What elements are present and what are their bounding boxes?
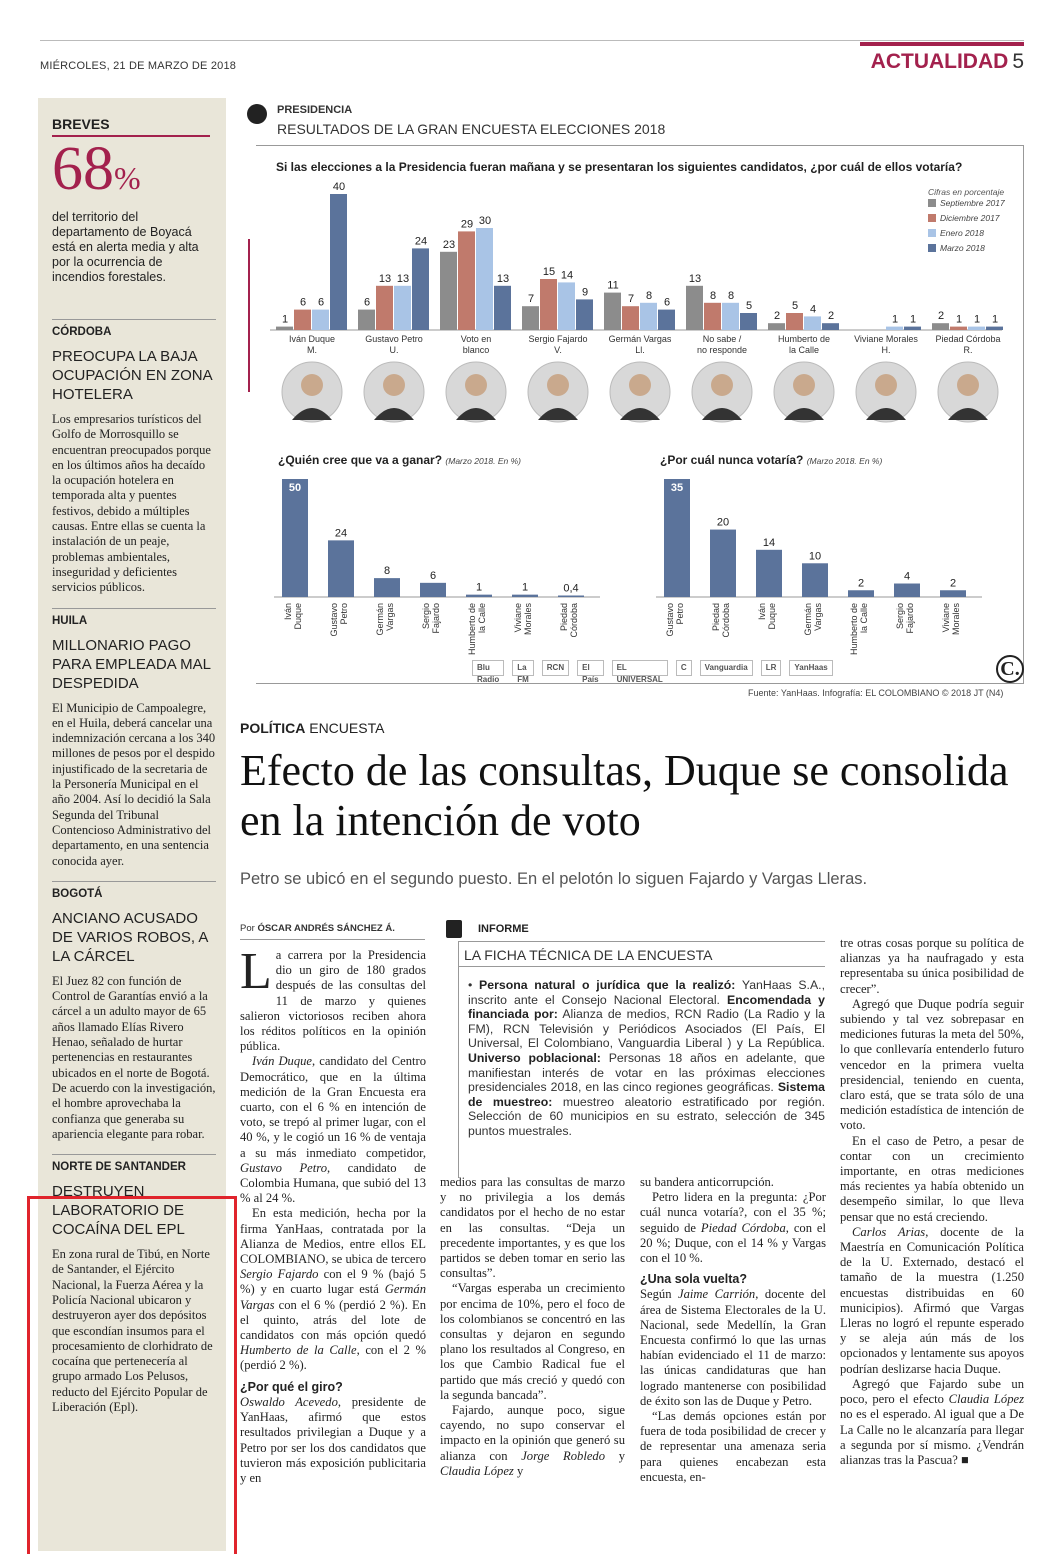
bar-value-label: 15 <box>542 266 556 278</box>
bar <box>740 313 757 330</box>
byline <box>240 923 395 934</box>
bar-value-label: 2 <box>949 577 957 590</box>
legend-label: Diciembre 2017 <box>940 213 1000 223</box>
stat-rule <box>248 239 250 392</box>
category-label: Fajardo <box>905 603 915 634</box>
bar <box>376 286 393 330</box>
category-label: Gustavo <box>329 603 339 637</box>
bar <box>412 248 429 330</box>
bar <box>894 584 920 597</box>
bar-value-label: 50 <box>288 482 302 494</box>
el-colombiano-logo: C. <box>996 655 1024 683</box>
bar <box>822 323 839 330</box>
bar <box>686 286 703 330</box>
category-label: M. <box>307 345 317 355</box>
category-label: Viviane <box>941 603 951 633</box>
bar <box>722 303 739 330</box>
category-label: la Calle <box>859 603 869 634</box>
region-label: CÓRDOBA <box>52 319 216 338</box>
bar-value-label: 6 <box>299 296 307 309</box>
category-label: Piedad <box>711 603 721 632</box>
bar-value-label: 1 <box>973 313 981 326</box>
brief-headline: DESTRUYEN LABORATORIO DE COCAÍNA DEL EPL <box>52 1183 185 1239</box>
bar-value-label: 9 <box>581 286 589 299</box>
category-label: Humberto de <box>467 603 477 656</box>
region-label: NORTE DE SANTANDER <box>52 1154 216 1173</box>
informe-kicker: INFORME <box>478 923 529 935</box>
main-bar-chart <box>262 180 1022 440</box>
byline-prefix: Por <box>240 923 255 934</box>
bar <box>664 479 690 597</box>
bar <box>558 596 584 598</box>
bar <box>374 578 400 597</box>
byline-author: ÓSCAR ANDRÉS SÁNCHEZ Á. <box>257 923 395 934</box>
photo-face <box>793 374 815 396</box>
bar <box>986 327 1003 330</box>
category-label: Gustavo Petro <box>365 334 423 344</box>
bar <box>704 303 721 330</box>
win-chart-note: (Marzo 2018. En %) <box>445 456 521 466</box>
bar-value-label: 29 <box>460 218 474 231</box>
bar-value-label: 1 <box>475 581 483 594</box>
bar-value-label: 2 <box>827 310 835 323</box>
category-label: R. <box>963 345 973 355</box>
bar <box>276 327 293 330</box>
bar <box>358 310 375 330</box>
brief-headline: MILLONARIO PAGO PARA EMPLEADA MAL DESPEDIDA <box>52 636 211 692</box>
bar-value-label: 40 <box>332 181 346 193</box>
bar <box>622 306 639 330</box>
category-label: Morales <box>951 603 961 636</box>
bar-value-label: 7 <box>627 293 635 306</box>
category-label: blanco <box>462 345 490 355</box>
bar <box>710 530 736 597</box>
bar <box>786 313 803 330</box>
brief-body: El Municipio de Campoalegre, en el Huila, deberá cancelar una indemnización cercana a los 340 millones de pesos por el despido injustificado de la secretaria de la Personería Municipal en el año 2004. Así lo decidió la Sala Segunda del Tribunal Contencioso Administrativo del departamento, en una sentencia conocida ayer. <box>52 700 216 868</box>
category-label: Vargas <box>385 603 395 631</box>
highlight-box <box>27 1196 237 1554</box>
win-bar-chart <box>270 470 610 660</box>
brief-body: En zona rural de Tibú, en Norte de Santander, el Ejército Nacional, la Fuerza Aérea y la Policía Nacional ubicaron y destruyeron ayer dos depósitos que escondían insumos para el procesamiento de clorhidrato de cocaína que pertenecería al grupo armado Los Pelusos, reducto del Ejército Popular de Liberación (Epl). <box>52 1247 213 1415</box>
bar-value-label: 8 <box>645 289 653 302</box>
bar <box>640 303 657 330</box>
bar-value-label: 1 <box>891 313 899 326</box>
bar-value-label: 0,4 <box>563 582 579 595</box>
bar-value-label: 6 <box>317 296 325 309</box>
informe-rule <box>458 966 825 967</box>
bar-value-label: 23 <box>442 238 456 251</box>
bar <box>494 286 511 330</box>
bar <box>294 310 311 330</box>
category-label: la Calle <box>477 603 487 634</box>
never-chart-note: (Marzo 2018. En %) <box>806 456 883 466</box>
photo-face <box>957 374 979 396</box>
bar <box>328 540 354 597</box>
media-logos <box>472 660 828 684</box>
category-label: Ll. <box>635 345 645 355</box>
infographic-kicker: PRESIDENCIA <box>277 104 353 116</box>
bar-value-label: 13 <box>688 272 702 285</box>
bar-value-label: 6 <box>363 296 371 309</box>
bar <box>804 316 821 330</box>
bar-value-label: 8 <box>709 289 717 302</box>
bar <box>904 327 921 330</box>
category-label: U. <box>389 345 399 355</box>
category-label: Piedad Córdoba <box>935 334 1001 344</box>
bar <box>932 323 949 330</box>
bar-value-label: 6 <box>429 569 437 582</box>
photo-face <box>301 374 323 396</box>
bar-value-label: 2 <box>773 310 781 323</box>
stat-number <box>52 135 216 208</box>
bar <box>768 323 785 330</box>
informe-rule <box>458 941 825 942</box>
bar-value-label: 1 <box>909 313 917 326</box>
bar <box>330 194 347 330</box>
bar-value-label: 13 <box>378 272 392 285</box>
breves-title: BREVES <box>52 116 110 132</box>
win-chart-title <box>278 453 521 467</box>
photo-face <box>383 374 405 396</box>
legend-title: Cifras en porcentaje <box>928 187 1005 197</box>
bar-value-label: 2 <box>937 310 945 323</box>
bar-value-label: 8 <box>383 565 391 578</box>
win-chart-question: ¿Quién cree que va a ganar? <box>278 453 443 467</box>
legend-swatch <box>928 214 936 222</box>
brief-body: Los empresarios turísticos del Golfo de Morrosquillo se encuentran preocupados porque en los últimos años ha decaído la ocupación hotelera en temporada alta y puentes festivos, debido a múltiples causas. Entre ellas se cuenta la instalación de un peaje, problemas ambientales, inseguridad y deficientes servicios públicos. <box>52 412 211 595</box>
bar-value-label: 14 <box>762 536 776 549</box>
category-label: Iván Duque <box>288 334 336 344</box>
category-label: Sergio <box>895 603 905 630</box>
article-column-1: La carrera por la Presidencia dio un giro de 180 grados después de las consultas del 11 de marzo y quienes salieron victoriosos reciben ahora los réditos políticos en la opinión pública. Iván Duque, candidato del Centro Democrático, que en la última medición de la Gran Encuesta era cuarto, con el 6 % en intención de voto, se trepó al primer lugar, con el 40 %, y le cogió un 16 % de ventaja a su más inmediato competidor, Gustavo Petro, candidato de Colombia Humana, que subió del 13 % al 24 %. En esta medición, hecha por la firma YanHaas, contratada por la Alianza de Medios, entre ellos EL COLOMBIANO, se ubica de tercero Sergio Fajardo con el 9 % (bajó 5 %) y en cuarto lugar está Germán Vargas con el 6 % (perdió 2 %). En el quinto, atrás del lote de candidatos con más opción quedó Humberto de la Calle, con el 2 % (perdió 2 %). ¿Por qué el giro? Oswaldo Acevedo, presidente de YanHaas, afirmó que estos resultados privilegian a Duque y a Petro por ser los dos candidatos que tuvieron más exposición publicitaria y en <box>240 943 427 1485</box>
category-label: Petro <box>675 603 685 625</box>
never-chart-title <box>660 453 882 467</box>
legend-label: Septiembre 2017 <box>940 198 1005 208</box>
category-label: no responde <box>696 345 748 355</box>
category-label: Iván <box>283 603 293 621</box>
brief-headline: ANCIANO ACUSADO DE VARIOS ROBOS, A LA CÁRCEL <box>52 909 208 965</box>
bar <box>558 282 575 330</box>
article-column-4: tre otras cosas porque su política de alianzas ya ha naufragado y esta representaba su única posibilidad de crecer”. Agregó que Duque podría seguir subiendo y tal vez sobrepasar en mediciones futuras la meta del 50%, lo que conllevaría entenderlo futuro vencedor en la primera vuelta presidencial, teniendo en cuenta, claro está, que se trata sólo de una medición estadística de intención de voto. En el caso de Petro, a pesar de contar con un crecimiento importante, en otras mediciones más recientes ya había obtenido un desempeño similar, lo que lleva pensar que no está creciendo. Carlos Arias, docente de la Maestría en Comunicación Política de la U. Externado, destacó el tamaño de la muestra (1.250 encuestas distribuidas en 60 municipios). Afirmó que Vargas Lleras no logró el repunte esperado y se aleja aún más de los opcionados y lentamente sus apoyos podrían deslizarse hacia Duque. Agregó que Fajardo sube un poco, pero el efecto Claudia López no es el esperado. Al igual que a De La Calle no le alcanzaría para llegar a segunda por sí mismo. ¿Vendrán alianzas tras la Pascua? ■ <box>840 936 1024 1467</box>
bar <box>848 590 874 597</box>
bar <box>968 327 985 330</box>
category-label: Morales <box>523 603 533 636</box>
category-label: No sabe / <box>702 334 742 344</box>
bar <box>420 583 446 597</box>
article-kicker <box>240 720 384 736</box>
top-rule <box>40 40 1024 41</box>
stat-unit: % <box>114 160 141 196</box>
category-label: Petro <box>339 603 349 625</box>
bar <box>512 595 538 597</box>
bar-value-label: 1 <box>521 581 529 594</box>
media-logo: RCN <box>542 660 569 676</box>
document-icon <box>446 920 462 938</box>
region-label: BOGOTÁ <box>52 881 216 900</box>
bar-value-label: 20 <box>716 516 730 529</box>
informe-body: • Persona natural o jurídica que la realizó: YanHaas S.A., inscrito ante el Consejo Nacional Electoral. Encomendada y financiada por: Alianza de medios, RCN Radio (La Radio y la FM), RCN Televisión y Periódicos Asociados (El País, El Universal, El Colombiano, Vanguardia Liberal ) y La República. Universo poblacional: Personas 18 años en adelante, que manifiestan interés de votar en las próximas elecciones presidenciales 2018, en las cinco regiones geográficas. Sistema de muestreo: muestreo aleatorio estratificado por región. Selección de 60 municipios en su estrato, selección de 345 puntos muestrales. <box>468 978 826 1138</box>
bar-value-label: 7 <box>527 293 535 306</box>
informe-vrule <box>458 941 459 1178</box>
kicker-section: POLÍTICA <box>240 720 306 736</box>
category-label: Humberto de <box>777 334 831 344</box>
bar-value-label: 5 <box>791 300 799 312</box>
category-label: Córdoba <box>721 603 731 638</box>
bar-value-label: 1 <box>991 313 999 326</box>
media-logo: El País <box>577 660 603 676</box>
legend-label: Enero 2018 <box>940 228 984 238</box>
region-label: HUILA <box>52 608 216 627</box>
bar <box>540 279 557 330</box>
bar-value-label: 24 <box>334 527 348 540</box>
bar <box>940 590 966 597</box>
bar-value-label: 1 <box>955 313 963 326</box>
bar <box>394 286 411 330</box>
bar <box>522 306 539 330</box>
bar <box>604 293 621 330</box>
bar <box>312 310 329 330</box>
brief-body: El Juez 82 con función de Control de Garantías envió a la cárcel a un adulto mayor de 65 años llamado Elías Rivero Henao, señalado de hurtar pertenencias en restaurantes ubicados en el norte de Bogotá. De acuerdo con la investigación, el hombre aprovechaba la confianza que generaba su apariencia elegante para robar. <box>52 973 216 1141</box>
photo-face <box>465 374 487 396</box>
media-logo: LR <box>761 660 782 676</box>
bar-value-label: 30 <box>478 215 492 227</box>
bar <box>282 479 308 597</box>
infographic-title: RESULTADOS DE LA GRAN ENCUESTA ELECCIONES 2018 <box>277 121 666 137</box>
bar-value-label: 8 <box>727 289 735 302</box>
article-subhead: Petro se ubicó en el segundo puesto. En el pelotón lo siguen Fajardo y Vargas Lleras. <box>240 870 868 888</box>
category-label: Vargas <box>813 603 823 631</box>
category-label: V. <box>554 345 562 355</box>
byline-rule <box>240 939 425 940</box>
legend-swatch <box>928 229 936 237</box>
never-bar-chart <box>652 470 992 660</box>
category-label: Sergio <box>421 603 431 630</box>
category-label: H. <box>881 345 891 355</box>
bar-value-label: 4 <box>903 570 911 583</box>
legend-label: Marzo 2018 <box>940 243 985 253</box>
media-logo: La FM <box>512 660 534 676</box>
bar <box>802 563 828 597</box>
category-label: Gustavo <box>665 603 675 637</box>
bar-value-label: 2 <box>857 577 865 590</box>
category-label: la Calle <box>788 345 820 355</box>
category-label: Voto en <box>460 334 492 344</box>
brief-headline: PREOCUPA LA BAJA OCUPACIÓN EN ZONA HOTELERA <box>52 348 212 403</box>
article-headline: Efecto de las consultas, Duque se consolida en la intención de voto <box>240 746 1009 845</box>
informe-box <box>440 918 825 1173</box>
bar-value-label: 13 <box>396 272 410 285</box>
legend-swatch <box>928 199 936 207</box>
bar-value-label: 5 <box>745 300 753 312</box>
category-label: Germán Vargas <box>608 334 672 344</box>
photo-face <box>547 374 569 396</box>
page-number: 5 <box>1012 50 1024 73</box>
bar <box>476 228 493 330</box>
category-label: Viviane Morales <box>854 334 918 344</box>
bar-value-label: 14 <box>560 269 574 282</box>
bar-value-label: 11 <box>607 279 619 292</box>
bar-value-label: 10 <box>808 550 822 563</box>
issue-date: MIÉRCOLES, 21 DE MARZO DE 2018 <box>40 60 237 72</box>
bar-value-label: 35 <box>670 482 684 494</box>
bar <box>950 327 967 330</box>
category-label: Germán <box>803 603 813 636</box>
media-logo: C <box>676 660 692 676</box>
photo-face <box>629 374 651 396</box>
category-label: Viviane <box>513 603 523 633</box>
photo-face <box>711 374 733 396</box>
main-chart-title: Si las elecciones a la Presidencia fueran mañana y se presentaran los siguientes candidatos, ¿por cuál de ellos votaría? <box>276 160 963 174</box>
article-column-3: su bandera anticorrupción. Petro lidera en la pregunta: ¿Por cuál nunca votaría?, con el 35 %; seguido de Piedad Córdoba, con el 20 %; Duque, con el 14 % y Vargas con el 10 %. ¿Una sola vuelta? Según Jaime Carrión, docente del área de Sistema Electorales de la U. Nacional, sede Medellín, la Gran Encuesta confirmó lo que las urnas habían evidenciado el 11 de marzo: las únicas candidaturas que han logrado mantenerse con posibilidad de éxito son las de Duque y Petro. “Las demás opciones están por fuera de toda posibilidad de crecer y de representar una amenaza seria para quienes encabezan esta encuesta, en- <box>640 1175 827 1484</box>
stat-value: 68 <box>52 135 114 203</box>
section-title <box>871 50 1024 74</box>
informe-title: LA FICHA TÉCNICA DE LA ENCUESTA <box>464 947 713 963</box>
section-name: ACTUALIDAD <box>870 50 1009 73</box>
category-label: Córdoba <box>569 603 579 638</box>
category-label: Germán <box>375 603 385 636</box>
never-chart-question: ¿Por cuál nunca votaría? <box>660 453 804 467</box>
section-bar <box>860 42 1024 46</box>
media-logo: YanHaas <box>789 660 832 676</box>
bar <box>440 252 457 330</box>
category-label: Piedad <box>559 603 569 632</box>
stat-text: del territorio del departamento de Boyacá está en alerta media y alta por la ocurrencia de incendios forestales. <box>52 210 199 284</box>
bar <box>886 327 903 330</box>
kicker-topic: ENCUESTA <box>309 720 385 736</box>
bar-value-label: 6 <box>663 296 671 309</box>
legend-swatch <box>928 244 936 252</box>
infographic-source: Fuente: YanHaas. Infografía: EL COLOMBIANO © 2018 JT (N4) <box>748 688 1004 698</box>
category-label: Sergio Fajardo <box>528 334 588 344</box>
category-label: Duque <box>767 603 777 630</box>
category-label: Humberto de <box>849 603 859 656</box>
article-column-2: medios para las consultas de marzo y no privilegia a los demás candidatos por el hecho de no estar en las consultas. “Deja un precedente importantes, y es que los partidos se deben tomar en serio las consultas”. “Vargas esperaba un crecimiento por encima de 10%, pero el foco de los colombianos se concentró en las consultas y dejaron en segundo plano los resultados al Congreso, en los que Cambio Radical fue el partido que más creció y quedó con la segunda bancada”. Fajardo, aunque poco, sigue cayendo, no supo conservar el impacto en la opinión que generó su alianza con Jorge Robledo y Claudia López y <box>440 1175 625 1478</box>
media-logo: Vanguardia <box>700 660 753 676</box>
media-logo: Blu Radio <box>472 660 504 676</box>
category-label: Fajardo <box>431 603 441 634</box>
photo-face <box>875 374 897 396</box>
category-label: Duque <box>293 603 303 630</box>
category-label: Iván <box>757 603 767 621</box>
bar <box>658 310 675 330</box>
media-logo: EL UNIVERSAL <box>612 660 668 676</box>
bar <box>756 550 782 597</box>
bar-value-label: 24 <box>414 235 428 248</box>
bar-value-label: 4 <box>809 303 817 316</box>
bar <box>458 231 475 330</box>
bar <box>466 595 492 597</box>
ballot-box-icon <box>247 104 267 124</box>
bar-value-label: 13 <box>496 272 510 285</box>
bar <box>576 299 593 330</box>
bar-value-label: 1 <box>281 313 289 326</box>
